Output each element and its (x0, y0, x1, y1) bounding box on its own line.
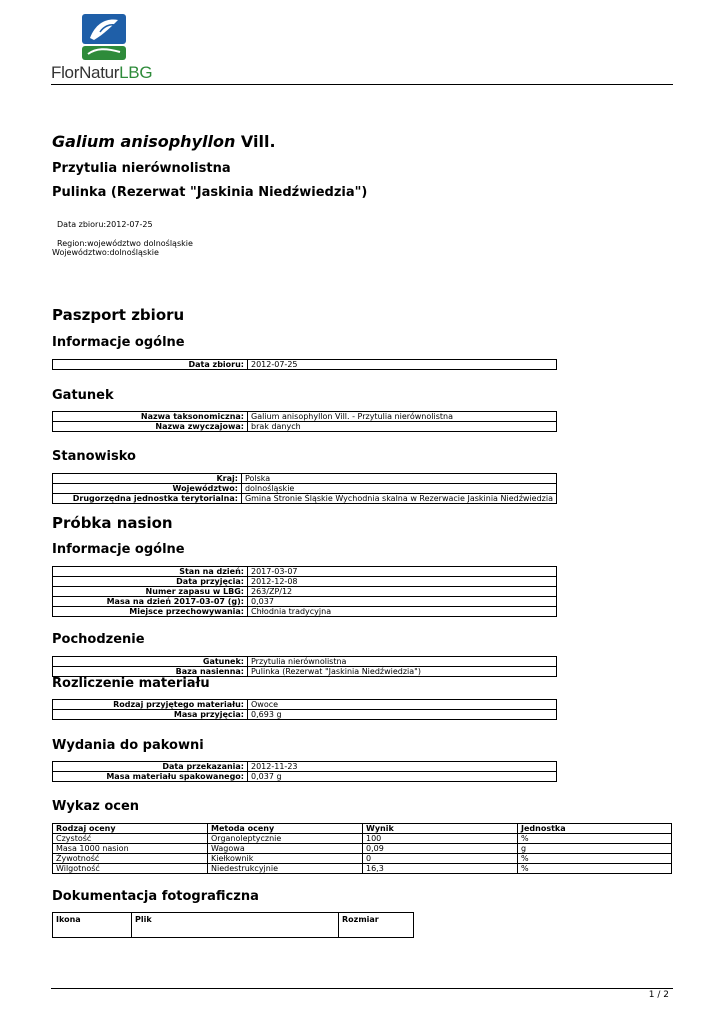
logo (51, 14, 161, 84)
packing-title: Wydania do pakowni (52, 738, 204, 753)
table-row: Stan na dzień: 2017-03-07 (53, 567, 557, 577)
species-title: Galium anisophyllon Vill. (52, 132, 276, 151)
passport-species-table (52, 411, 557, 432)
settlement-title: Rozliczenie materiału (52, 676, 210, 691)
collection-date-line: Data zbioru:2012-07-25 (57, 220, 153, 229)
leaf-hand-logo-icon (82, 14, 126, 60)
table-row: Nazwa taksonomiczna: Galium anisophyllon Vill. - Przytulia nierównolistna (53, 412, 557, 422)
table-row: Masa 1000 nasion Wagowa 0,09 g (53, 844, 672, 854)
footer-divider (51, 988, 673, 989)
table-row: Rodzaj przyjętego materiału: Owoce (53, 700, 557, 710)
origin-title: Pochodzenie (52, 632, 145, 647)
column-header: Metoda oceny (208, 824, 363, 834)
photos-table (52, 912, 414, 938)
sample-general-table (52, 566, 557, 617)
table-row: Kraj: Polska (53, 474, 557, 484)
table-row: Gatunek: Przytulia nierównolistna (53, 657, 557, 667)
photos-title: Dokumentacja fotograficzna (52, 889, 259, 904)
table-row: Drugorzędna jednostka terytorialna: Gmina Stronie Śląskie Wychodnia skalna w Rezerwacie Jaskinia Niedźwiedzia (53, 494, 557, 504)
table-row: Numer zapasu w LBG: 263/ZP/12 (53, 587, 557, 597)
packing-table (52, 761, 557, 782)
table-row: Województwo: dolnośląskie (53, 484, 557, 494)
sample-title: Próbka nasion (52, 514, 173, 532)
table-row: Nazwa zwyczajowa: brak danych (53, 422, 557, 432)
passport-general-title: Informacje ogólne (52, 335, 185, 350)
table-row: Data przekazania: 2012-11-23 (53, 762, 557, 772)
passport-site-title: Stanowisko (52, 449, 136, 464)
table-row: Masa na dzień 2017-03-07 (g): 0,037 (53, 597, 557, 607)
table-row: Data zbioru: 2012-07-25 (53, 360, 557, 370)
species-polish-name: Przytulia nierównolistna (52, 161, 231, 176)
table-row: Masa materiału spakowanego: 0,037 g (53, 772, 557, 782)
passport-species-title: Gatunek (52, 388, 114, 403)
logo-wordmark: FlorNaturLBG (51, 63, 153, 82)
column-header: Ikona (53, 913, 132, 938)
table-row: Baza nasienna: Pulinka (Rezerwat "Jaskinia Niedźwiedzia") (53, 667, 557, 677)
table-header-row (53, 913, 414, 938)
sample-general-title: Informacje ogólne (52, 542, 185, 557)
ratings-table (52, 823, 672, 874)
page-number: 1 / 2 (648, 990, 669, 1000)
column-header: Rozmiar (339, 913, 414, 938)
passport-title: Paszport zbioru (52, 306, 185, 324)
table-row: Data przyjęcia: 2012-12-08 (53, 577, 557, 587)
table-header-row (53, 824, 672, 834)
column-header: Wynik (363, 824, 518, 834)
table-row: Wilgotność Niedestrukcyjnie 16,3 % (53, 864, 672, 874)
settlement-table (52, 699, 557, 720)
species-locality: Pulinka (Rezerwat "Jaskinia Niedźwiedzia") (52, 185, 368, 200)
province-line: Województwo:dolnośląskie (52, 248, 159, 257)
table-row: Czystość Organoleptycznie 100 % (53, 834, 672, 844)
column-header: Jednostka (518, 824, 672, 834)
header-divider (51, 84, 673, 85)
column-header: Rodzaj oceny (53, 824, 208, 834)
table-row: Masa przyjęcia: 0,693 g (53, 710, 557, 720)
passport-general-table (52, 359, 557, 370)
table-row: Żywotność Kiełkownik 0 % (53, 854, 672, 864)
origin-table (52, 656, 557, 677)
passport-site-table (52, 473, 557, 504)
region-line: Region:województwo dolnośląskie (57, 239, 193, 248)
table-row: Miejsce przechowywania: Chłodnia tradycyjna (53, 607, 557, 617)
ratings-title: Wykaz ocen (52, 799, 140, 814)
column-header: Plik (132, 913, 339, 938)
